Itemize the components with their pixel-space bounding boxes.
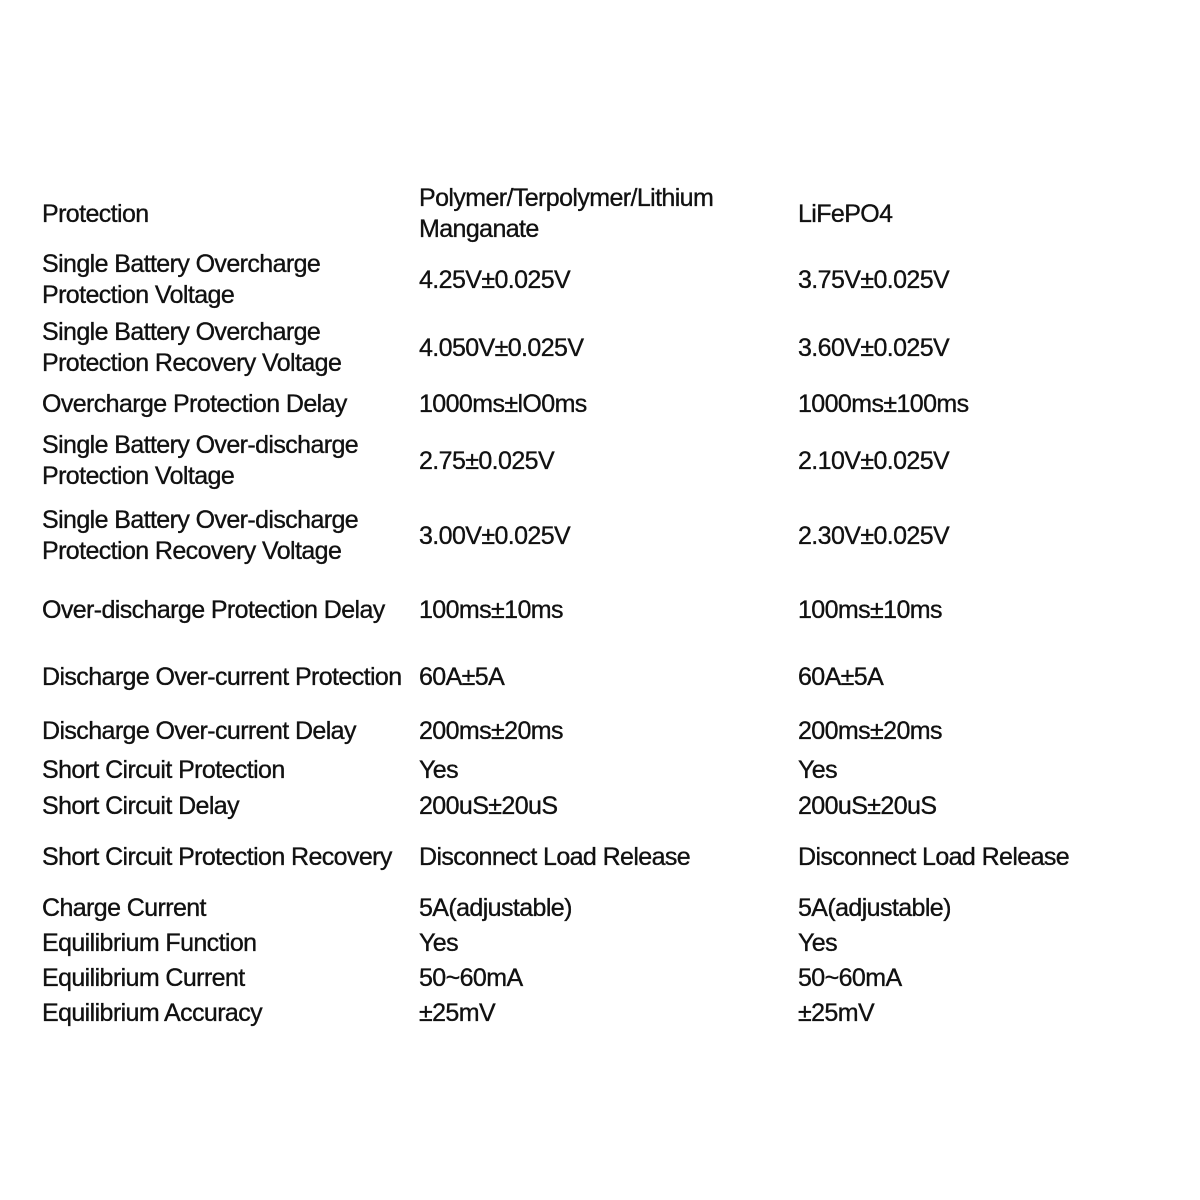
lifepo4-value-cell: Disconnect Load Release bbox=[798, 843, 1070, 871]
table-row bbox=[42, 752, 1142, 789]
table-row bbox=[42, 891, 1142, 926]
lifepo4-value-cell: 50~60mA bbox=[798, 964, 902, 992]
param-cell: Short Circuit Delay bbox=[42, 792, 239, 820]
polymer-value-cell: Disconnect Load Release bbox=[419, 843, 691, 871]
lifepo4-value-cell: 200ms±20ms bbox=[798, 716, 942, 745]
spec-table bbox=[42, 182, 1142, 1031]
lifepo4-value-cell: 60A±5A bbox=[798, 662, 884, 691]
polymer-value-cell: 3.00V±0.025V bbox=[419, 521, 571, 550]
polymer-value-cell: 4.050V±0.025V bbox=[419, 333, 584, 362]
polymer-value-cell: 4.25V±0.025V bbox=[419, 265, 571, 294]
param-cell: Short Circuit Protection bbox=[42, 756, 285, 784]
param-cell: Discharge Over-current Delay bbox=[42, 716, 356, 745]
param-cell: Single Battery Overcharge Protection Voltage bbox=[42, 250, 321, 309]
lifepo4-value-cell: 2.30V±0.025V bbox=[798, 521, 950, 550]
table-row bbox=[42, 926, 1142, 961]
table-row bbox=[42, 824, 1142, 891]
param-cell: Discharge Over-current Protection bbox=[42, 662, 402, 691]
table-row bbox=[42, 789, 1142, 824]
lifepo4-value-cell: Yes bbox=[798, 756, 837, 784]
header-row bbox=[42, 182, 1142, 246]
polymer-value-cell: 5A(adjustable) bbox=[419, 894, 572, 922]
lifepo4-value-cell: 100ms±10ms bbox=[798, 595, 942, 624]
table-row bbox=[42, 426, 1142, 496]
table-row bbox=[42, 382, 1142, 426]
lifepo4-value-cell: 200uS±20uS bbox=[798, 792, 937, 820]
table-row bbox=[42, 576, 1142, 644]
polymer-value-cell: 200ms±20ms bbox=[419, 716, 563, 745]
polymer-value-cell: 1000ms±lO0ms bbox=[419, 389, 587, 418]
table-row bbox=[42, 996, 1142, 1031]
param-cell: Overcharge Protection Delay bbox=[42, 389, 347, 418]
polymer-value-cell: Yes bbox=[419, 929, 458, 957]
polymer-value-cell: 60A±5A bbox=[419, 662, 505, 691]
lifepo4-value-cell: Yes bbox=[798, 929, 837, 957]
lifepo4-value-cell: 2.10V±0.025V bbox=[798, 446, 950, 475]
param-cell: Equilibrium Accuracy bbox=[42, 999, 263, 1027]
param-cell: Over-discharge Protection Delay bbox=[42, 595, 385, 624]
param-cell: Short Circuit Protection Recovery bbox=[42, 843, 392, 871]
lifepo4-value-cell: 3.60V±0.025V bbox=[798, 333, 950, 362]
header-polymer-cell: Polymer/Terpolymer/Lithium Manganate bbox=[419, 184, 714, 243]
polymer-value-cell: Yes bbox=[419, 756, 458, 784]
table-row bbox=[42, 246, 1142, 314]
param-cell: Equilibrium Current bbox=[42, 964, 245, 992]
table-row bbox=[42, 496, 1142, 576]
polymer-value-cell: ±25mV bbox=[419, 999, 496, 1027]
polymer-value-cell: 200uS±20uS bbox=[419, 792, 558, 820]
table-row bbox=[42, 710, 1142, 752]
lifepo4-value-cell: ±25mV bbox=[798, 999, 875, 1027]
lifepo4-value-cell: 5A(adjustable) bbox=[798, 894, 951, 922]
header-param-cell: Protection bbox=[42, 199, 149, 228]
polymer-value-cell: 100ms±10ms bbox=[419, 595, 563, 624]
table-row bbox=[42, 314, 1142, 382]
lifepo4-value-cell: 1000ms±100ms bbox=[798, 389, 969, 418]
polymer-value-cell: 50~60mA bbox=[419, 964, 523, 992]
table-row bbox=[42, 961, 1142, 996]
param-cell: Single Battery Over-discharge Protection Voltage bbox=[42, 431, 359, 490]
param-cell: Equilibrium Function bbox=[42, 929, 257, 957]
table-row bbox=[42, 644, 1142, 710]
param-cell: Charge Current bbox=[42, 894, 206, 922]
lifepo4-value-cell: 3.75V±0.025V bbox=[798, 265, 950, 294]
header-lifepo4-cell: LiFePO4 bbox=[798, 199, 893, 228]
polymer-value-cell: 2.75±0.025V bbox=[419, 446, 555, 475]
param-cell: Single Battery Overcharge Protection Recovery Voltage bbox=[42, 318, 342, 377]
param-cell: Single Battery Over-discharge Protection Recovery Voltage bbox=[42, 506, 359, 565]
